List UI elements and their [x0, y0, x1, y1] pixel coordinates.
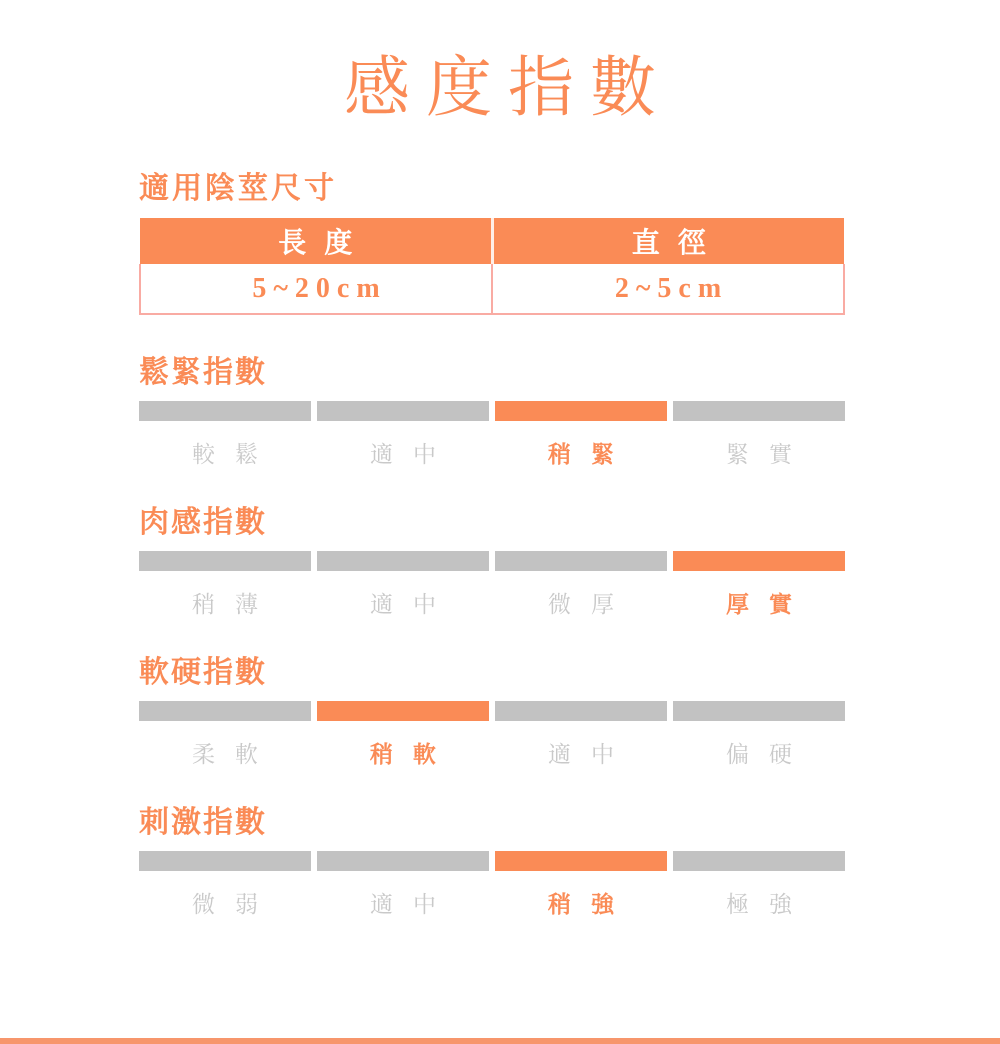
rating-labels — [139, 440, 845, 470]
index-section-title: 刺激指數 — [139, 805, 267, 839]
bar-segment — [673, 551, 845, 571]
bar-segment — [673, 701, 845, 721]
level-label: 較鬆 — [192, 442, 278, 468]
content-column — [139, 169, 845, 920]
index-section-softness — [139, 653, 845, 770]
level-label: 適中 — [370, 891, 456, 917]
level-label: 極強 — [726, 891, 812, 917]
size-table-value-diameter: 2~5cm — [492, 264, 844, 314]
bar-segment — [495, 401, 667, 421]
level-label: 緊實 — [726, 442, 812, 468]
bar-segment — [317, 851, 489, 871]
level-label: 微弱 — [192, 891, 278, 917]
level-label: 微厚 — [548, 591, 634, 617]
level-label: 適中 — [370, 442, 456, 468]
level-label: 偏硬 — [726, 741, 812, 767]
index-section-title: 肉感指數 — [139, 505, 267, 539]
bar-segment — [317, 551, 489, 571]
level-label: 適中 — [370, 591, 456, 617]
index-section-title: 鬆緊指數 — [139, 356, 267, 390]
level-label: 稍緊 — [548, 442, 634, 468]
page-title: 感度指數 — [344, 52, 672, 125]
index-section-fleshiness — [139, 503, 845, 620]
bar-segment — [673, 851, 845, 871]
rating-labels — [139, 740, 845, 770]
bar-segment — [495, 551, 667, 571]
size-table-header-length: 長度 — [140, 218, 492, 264]
rating-bar — [139, 551, 845, 571]
bar-segment — [139, 701, 311, 721]
size-table — [139, 218, 845, 315]
level-label: 稍軟 — [370, 741, 456, 767]
bar-segment — [673, 401, 845, 421]
rating-bar — [139, 401, 845, 421]
bar-segment — [495, 701, 667, 721]
size-table-value-length: 5~20cm — [140, 264, 492, 314]
level-label: 稍薄 — [192, 591, 278, 617]
size-table-heading: 適用陰莖尺寸 — [139, 172, 337, 206]
bar-segment — [317, 401, 489, 421]
index-section-tightness — [139, 353, 845, 470]
bar-segment — [139, 851, 311, 871]
size-table-value-row — [140, 264, 844, 314]
bar-segment — [317, 701, 489, 721]
rating-labels — [139, 590, 845, 620]
level-label: 稍強 — [548, 891, 634, 917]
rating-bar — [139, 701, 845, 721]
rating-labels — [139, 890, 845, 920]
bar-segment — [139, 401, 311, 421]
level-label: 柔軟 — [192, 741, 278, 767]
level-label: 適中 — [548, 741, 634, 767]
size-table-header-row — [140, 218, 844, 264]
bar-segment — [495, 851, 667, 871]
index-section-title: 軟硬指數 — [139, 655, 267, 689]
level-label: 厚實 — [726, 591, 812, 617]
size-table-header-diameter: 直徑 — [492, 218, 844, 264]
index-section-stimulation — [139, 803, 845, 920]
bottom-accent-strip — [0, 1038, 1000, 1044]
bar-segment — [139, 551, 311, 571]
rating-bar — [139, 851, 845, 871]
